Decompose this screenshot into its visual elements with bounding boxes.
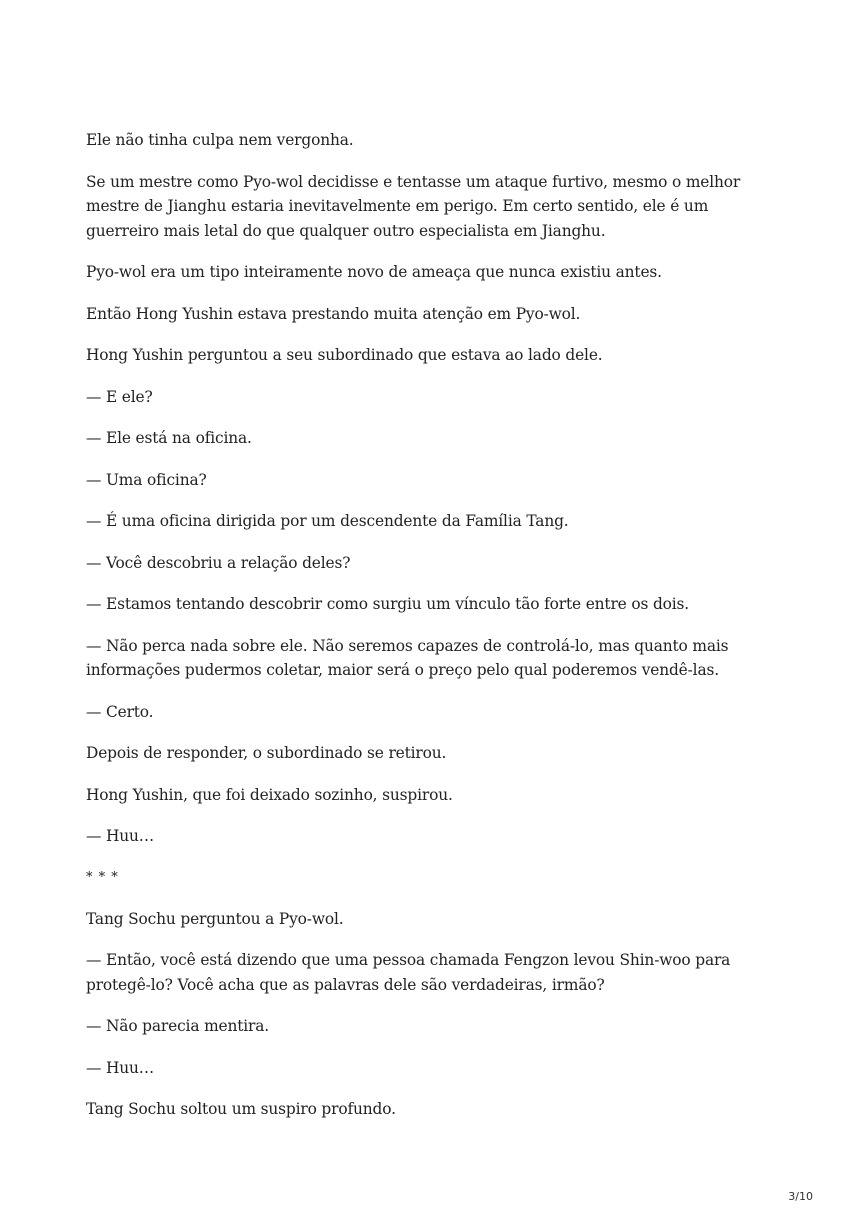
paragraph: Hong Yushin perguntou a seu subordinado que estava ao lado dele. — [86, 346, 603, 364]
dialogue-line: — Não perca nada sobre ele. Não seremos capazes de controlá-lo, mas quanto mais informações pudermos coletar, maior será o preço pelo qual poderemos vendê-las. — [86, 636, 729, 679]
dialogue-line: — Você descobriu a relação deles? — [86, 553, 351, 572]
page-number: 3/10 — [788, 1190, 813, 1203]
dialogue-line: — Então, você está dizendo que uma pessoa chamada Fengzon levou Shin-woo para protegê-lo? Você acha que as palavras dele são verdadeiras, irmão? — [86, 951, 731, 994]
dialogue-line: — Uma oficina? — [86, 470, 207, 489]
paragraph: Tang Sochu perguntou a Pyo-wol. — [86, 909, 344, 928]
dialogue-line: — Certo. — [86, 702, 154, 721]
dialogue-line: — E ele? — [86, 387, 153, 406]
paragraph: Tang Sochu soltou um suspiro profundo. — [86, 1100, 396, 1118]
paragraph: Hong Yushin, que foi deixado sozinho, suspirou. — [86, 785, 453, 804]
paragraph: Ele não tinha culpa nem vergonha. — [86, 131, 354, 149]
dialogue-line: — Estamos tentando descobrir como surgiu um vínculo tão forte entre os dois. — [86, 595, 690, 613]
dialogue-line: — Huu… — [86, 1058, 155, 1077]
dialogue-line: — Huu… — [86, 827, 155, 845]
paragraph: Então Hong Yushin estava prestando muita atenção em Pyo-wol. — [86, 304, 581, 323]
dialogue-line: — Não parecia mentira. — [86, 1017, 270, 1035]
dialogue-line: — Ele está na oficina. — [86, 429, 252, 447]
paragraph: Pyo-wol era um tipo inteiramente novo de ameaça que nunca existiu antes. — [86, 263, 662, 281]
paragraph: Depois de responder, o subordinado se retirou. — [86, 744, 447, 762]
document-body — [86, 128, 766, 1139]
paragraph: Se um mestre como Pyo-wol decidisse e tentasse um ataque furtivo, mesmo o melhor mestre de Jianghu estaria inevitavelmente em perigo. Em certo sentido, ele é um guerreiro mais letal do que qualquer outro especialista em Jianghu. — [86, 172, 741, 240]
scene-separator: * * * — [86, 869, 119, 885]
dialogue-line: — É uma oficina dirigida por um descendente da Família Tang. — [86, 512, 569, 530]
